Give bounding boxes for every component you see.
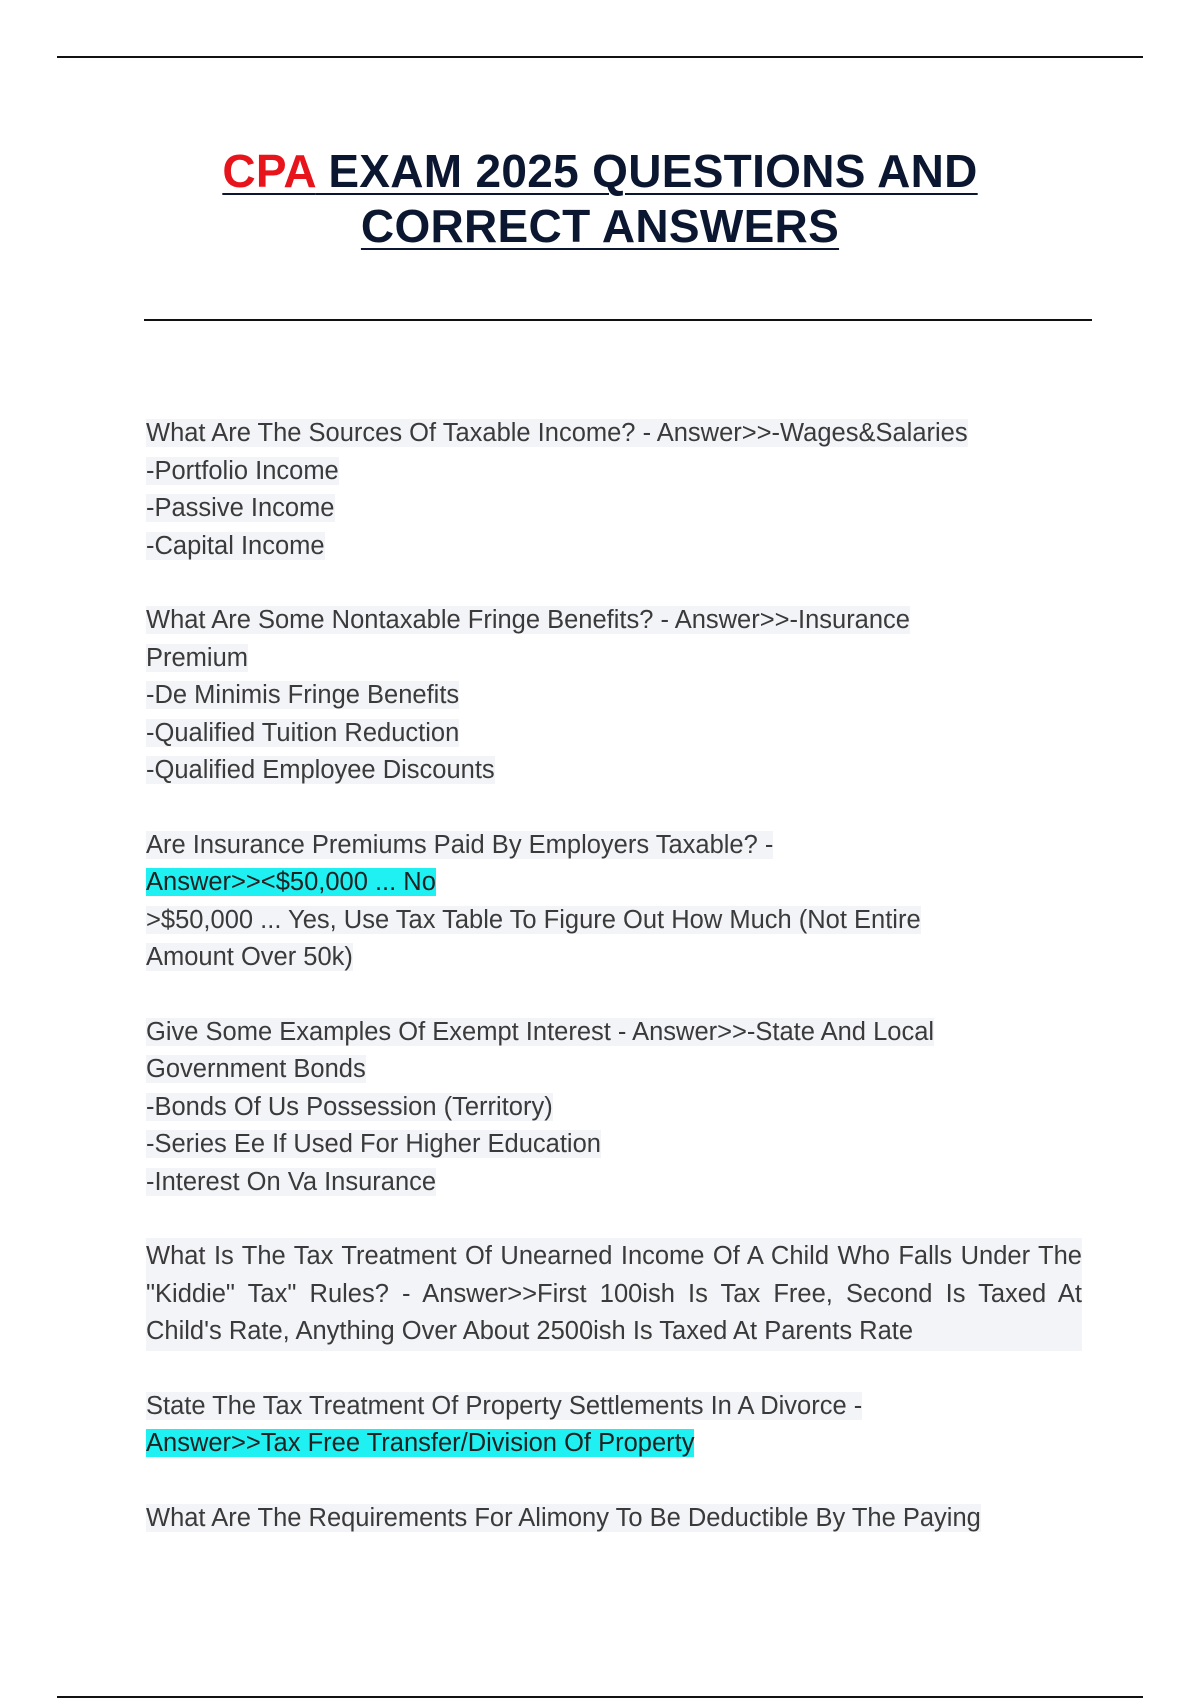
highlighted-answer: Answer>>Tax Free Transfer/Division Of Property bbox=[146, 1429, 695, 1457]
top-rule bbox=[57, 56, 1143, 58]
qa-item-kiddie-tax: What Is The Tax Treatment Of Unearned Income Of A Child Who Falls Under The "Kiddie" Tax" Rules? - Answer>>First 100ish Is Tax Free, Second Is Taxed At Child's Rate, Anything Over About 2500ish Is Taxed At Parents Rate bbox=[146, 1238, 1082, 1351]
qa-item-exempt-interest bbox=[146, 1014, 1082, 1202]
qa-line: Government Bonds bbox=[146, 1055, 366, 1083]
qa-line: -Bonds Of Us Possession (Territory) bbox=[146, 1092, 553, 1121]
qa-line: Give Some Examples Of Exempt Interest - Answer>>-State And Local bbox=[146, 1017, 935, 1046]
qa-line: What Are The Sources Of Taxable Income? - Answer>>-Wages&Salaries bbox=[146, 419, 968, 447]
qa-line: -De Minimis Fringe Benefits bbox=[146, 681, 460, 709]
qa-item-fringe-benefits bbox=[146, 602, 1082, 790]
qa-line: -Portfolio Income bbox=[146, 456, 339, 485]
qa-list bbox=[146, 415, 1082, 1574]
title-accent: CPA bbox=[222, 145, 316, 197]
title-line-2: CORRECT ANSWERS bbox=[360, 200, 840, 252]
title-divider bbox=[144, 319, 1092, 321]
qa-line: -Passive Income bbox=[146, 494, 335, 522]
qa-item-divorce-property bbox=[146, 1388, 1082, 1463]
qa-line: -Qualified Tuition Reduction bbox=[146, 718, 460, 747]
qa-line: -Series Ee If Used For Higher Education bbox=[146, 1130, 601, 1158]
qa-line: -Interest On Va Insurance bbox=[146, 1167, 437, 1196]
qa-line: Premium bbox=[146, 643, 249, 672]
qa-line: -Capital Income bbox=[146, 531, 325, 560]
qa-item-insurance-premiums bbox=[146, 827, 1082, 977]
document-title bbox=[0, 144, 1200, 254]
qa-line: Amount Over 50k) bbox=[146, 943, 353, 971]
title-line-1: EXAM 2025 QUESTIONS AND bbox=[315, 145, 978, 197]
qa-item-alimony bbox=[146, 1500, 1082, 1538]
qa-line: Are Insurance Premiums Paid By Employers Taxable? - bbox=[146, 830, 774, 859]
qa-line: >$50,000 ... Yes, Use Tax Table To Figure Out How Much (Not Entire bbox=[146, 905, 921, 934]
qa-item-taxable-income bbox=[146, 415, 1082, 565]
qa-line: What Are Some Nontaxable Fringe Benefits? - Answer>>-Insurance bbox=[146, 606, 910, 634]
qa-line: -Qualified Employee Discounts bbox=[146, 756, 495, 784]
qa-line: State The Tax Treatment Of Property Settlements In A Divorce - bbox=[146, 1391, 863, 1420]
bottom-rule bbox=[57, 1696, 1143, 1698]
highlighted-answer: Answer>><$50,000 ... No bbox=[146, 868, 436, 896]
qa-line: What Are The Requirements For Alimony To Be Deductible By The Paying bbox=[146, 1503, 981, 1532]
